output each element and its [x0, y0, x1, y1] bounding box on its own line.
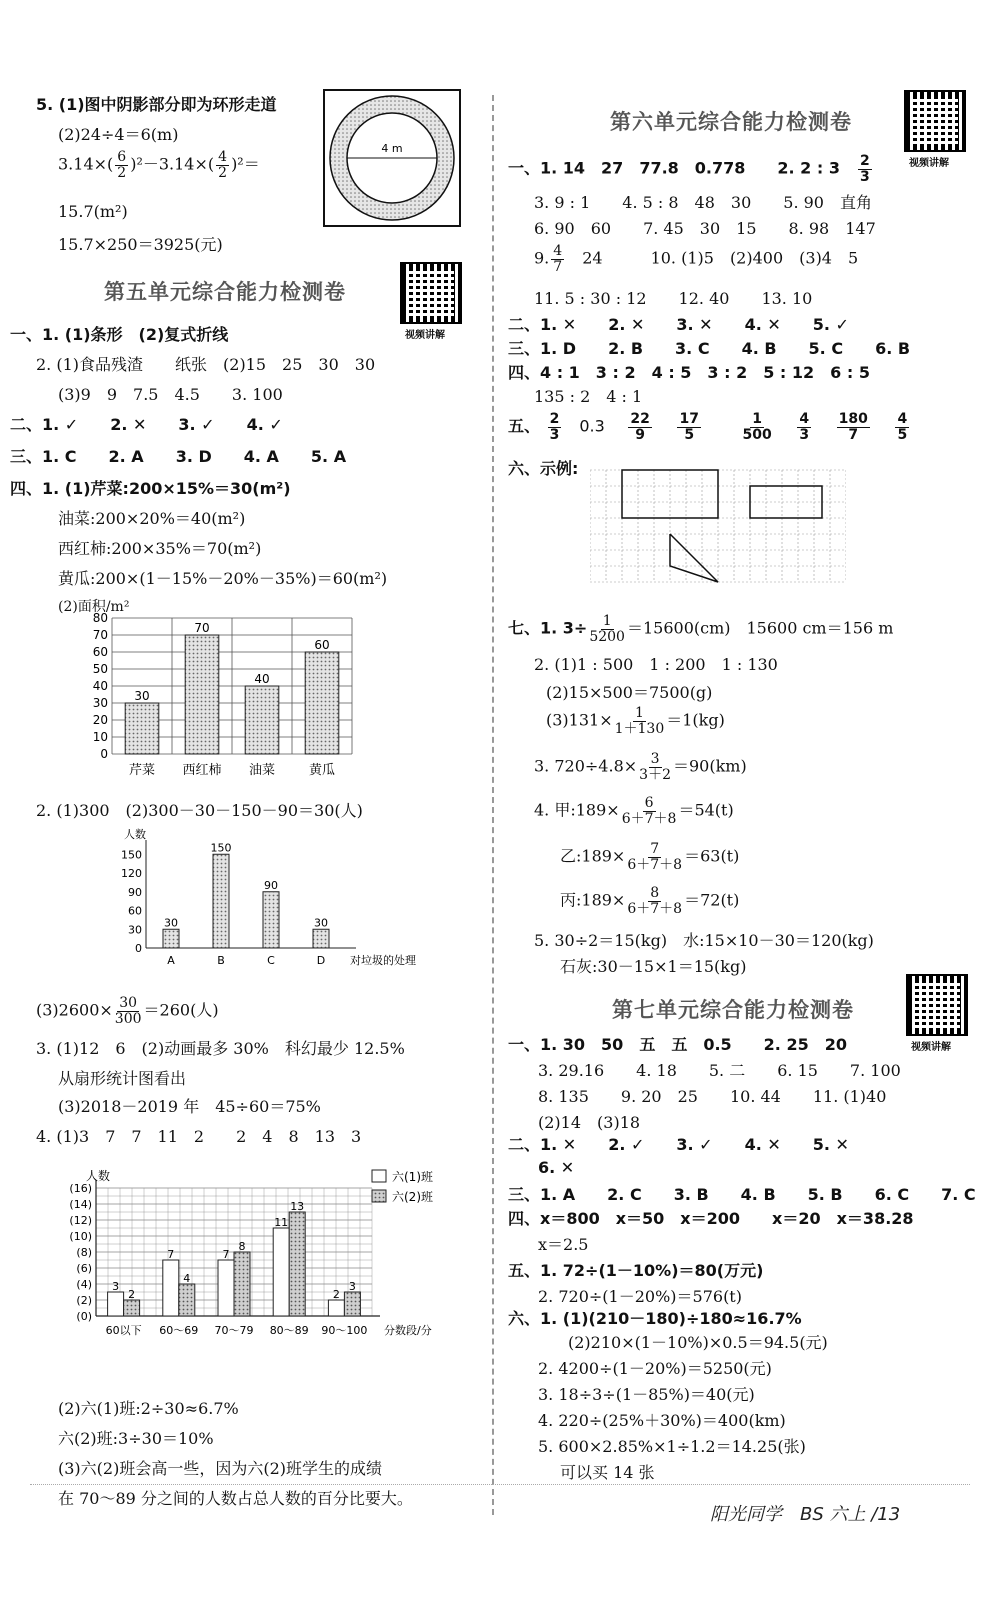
- u5-row7: 油菜:200×20%＝40(m²): [58, 509, 246, 528]
- legend-label: 六(1)班: [392, 1170, 433, 1184]
- x-tick-label: A: [167, 954, 175, 967]
- u5-row15: (3)2018－2019 年 45÷60＝75%: [58, 1097, 321, 1116]
- u6-row4: 9. $\frac{4}{7}$ 24 10. (1)5 (2)400 (3)4 5: [534, 243, 859, 275]
- x-tick-label: 60以下: [105, 1324, 142, 1337]
- data-label: 13: [290, 1200, 305, 1213]
- data-label: 3: [348, 1280, 356, 1293]
- column-divider: [492, 95, 494, 1515]
- y-tick-label: (14): [69, 1198, 92, 1211]
- y-tick-label: 20: [92, 713, 108, 727]
- u5-row11: 2. (1)300 (2)300－30－150－90＝30(人): [36, 801, 363, 820]
- u6-row20: 5. 30÷2＝15(kg) 水:15×10－30＝120(kg): [534, 931, 874, 950]
- legend-label: 六(2)班: [392, 1190, 433, 1204]
- bar: [163, 929, 179, 948]
- u7-row16: 4. 220÷(25%＋30%)＝400(km): [538, 1411, 786, 1430]
- u7-row15: 3. 18÷3÷(1－85%)＝40(元): [538, 1385, 755, 1404]
- q5-line5: 15.7×250＝3925(元): [58, 235, 223, 254]
- bar: [125, 703, 159, 754]
- data-label: 2: [128, 1288, 136, 1301]
- u6-row15: (3)131× $\frac{1}{1+130}$ ＝1(kg): [546, 705, 725, 737]
- u7-row18: 可以买 14 张: [560, 1463, 655, 1482]
- u7-row14: 2. 4200÷(1－20%)＝5250(元): [538, 1359, 772, 1378]
- data-label: 7: [167, 1248, 175, 1261]
- y-tick-label: (12): [69, 1214, 92, 1227]
- qr-code-icon[interactable]: [906, 974, 968, 1036]
- u5-row5: 三、1. C 2. A 3. D 4. A 5. A: [10, 447, 347, 466]
- x-axis-title: 分数段/分: [384, 1324, 432, 1337]
- u5-row16: 4. (1)3 7 7 11 2 2 4 8 13 3: [36, 1127, 362, 1146]
- x-tick-label: 油菜: [248, 763, 276, 778]
- bar-class2: [234, 1252, 250, 1316]
- x-tick-label: D: [316, 954, 326, 967]
- data-label: 3: [112, 1280, 120, 1293]
- data-label: 30: [164, 916, 178, 930]
- y-tick-label: (16): [69, 1182, 92, 1195]
- u7-row3: 8. 135 9. 20 25 10. 44 11. (1)40: [538, 1087, 887, 1106]
- x-tick-label: 90～100: [321, 1324, 368, 1337]
- u6-row10: 五、 $\frac{2}{3}$ 0.3 $\frac{22}{9}$ $\frac{17}{5}$ $\frac{1}{500}$ $\frac{4}{3}$ $\frac{180}{7}$ $\frac{4}{5}$: [508, 411, 908, 443]
- bar-class1: [328, 1300, 344, 1316]
- y-tick-label: 120: [121, 867, 142, 880]
- y-tick-label: 80: [92, 612, 108, 625]
- u6-row13: 2. (1)1 : 500 1 : 200 1 : 130: [534, 655, 778, 674]
- ring-label: 4 m: [381, 142, 403, 155]
- u7-row12: 六、1. (1)(210－180)÷180≈16.7%: [508, 1309, 802, 1328]
- grid-drawing: [590, 468, 846, 588]
- u5-row12: (3)2600× $\frac{30}{300}$ ＝260(人): [36, 995, 219, 1027]
- y-tick-label: 10: [92, 730, 108, 744]
- x-tick-label: C: [267, 954, 275, 967]
- bar-class1: [163, 1260, 179, 1316]
- y-tick-label: 40: [92, 679, 108, 693]
- y-tick-label: (6): [76, 1262, 92, 1275]
- unit7-title: 第七单元综合能力检测卷: [612, 998, 854, 1022]
- u5-row18: 六(2)班:3÷30＝10%: [58, 1429, 214, 1448]
- qr-code-icon[interactable]: [400, 262, 462, 324]
- u6-row6: 二、1. ✕ 2. ✕ 3. ✕ 4. ✕ 5. ✓: [508, 315, 849, 334]
- y-tick-label: 50: [92, 662, 108, 676]
- y-tick-label: 0: [135, 942, 142, 955]
- u7-row11: 2. 720÷(1－20%)＝576(t): [538, 1287, 742, 1306]
- y-tick-label: (8): [76, 1246, 92, 1259]
- bar: [213, 854, 229, 948]
- chart-planting-area: [60, 612, 370, 782]
- data-label: 150: [210, 841, 232, 855]
- bar: [305, 652, 339, 754]
- y-tick-label: 30: [128, 923, 142, 937]
- x-tick-label: 黄瓜: [308, 763, 336, 778]
- data-label: 30: [134, 689, 150, 703]
- data-label: 30: [314, 916, 328, 930]
- u6-row19: 丙:189× $\frac{8}{6+7+8}$ ＝72(t): [560, 885, 740, 917]
- u6-row16: 3. 720÷4.8× $\frac{3}{3+2}$ ＝90(km): [534, 751, 747, 783]
- qr-caption: 视频讲解: [911, 1042, 951, 1053]
- data-label: 90: [264, 878, 278, 892]
- u7-row4: (2)14 (3)18: [538, 1113, 641, 1132]
- u5-row17: (2)六(1)班:2÷30≈6.7%: [58, 1399, 239, 1418]
- q5-line2: (2)24÷4＝6(m): [58, 125, 179, 144]
- y-tick-label: (4): [76, 1278, 92, 1291]
- y-tick-label: 60: [92, 645, 108, 659]
- u7-row1: 一、1. 30 50 五 五 0.5 2. 25 20: [508, 1035, 847, 1054]
- y-tick-label: 90: [128, 885, 142, 899]
- bar-class2: [179, 1284, 195, 1316]
- u7-row9: x＝2.5: [538, 1235, 589, 1254]
- x-tick-label: B: [217, 954, 225, 967]
- unit6-title: 第六单元综合能力检测卷: [610, 110, 852, 134]
- u5-row13: 3. (1)12 6 (2)动画最多 30% 科幻最少 12.5%: [36, 1039, 405, 1058]
- chart1-ylabel: (2)面积/m²: [58, 599, 130, 615]
- chart-garbage-handling: [100, 826, 420, 972]
- ring-diagram: [322, 88, 462, 228]
- data-label: 7: [222, 1248, 230, 1261]
- x-tick-label: 80～89: [269, 1324, 309, 1337]
- u6-row9: 135 : 2 4 : 1: [534, 387, 643, 406]
- y-tick-label: 60: [128, 904, 142, 918]
- data-label: 4: [183, 1272, 191, 1285]
- bar-class2: [289, 1212, 305, 1316]
- u7-row2: 3. 29.16 4. 18 5. 二 6. 15 7. 100: [538, 1061, 901, 1080]
- u7-row8: 四、x＝800 x＝50 x＝200 x＝20 x＝38.28: [508, 1209, 914, 1228]
- bar-class1: [273, 1228, 289, 1316]
- u5-row6: 四、1. (1)芹菜:200×15%＝30(m²): [10, 479, 291, 498]
- legend-swatch: [372, 1170, 386, 1182]
- u6-row14: (2)15×500＝7500(g): [546, 683, 713, 702]
- data-label: 60: [314, 638, 330, 652]
- u5-row19: (3)六(2)班会高一些，因为六(2)班学生的成绩: [58, 1459, 382, 1478]
- y-tick-label: (2): [76, 1294, 92, 1307]
- y-tick-label: (10): [69, 1230, 92, 1243]
- bar: [263, 892, 279, 948]
- bar: [313, 929, 329, 948]
- u5-row2: 2. (1)食品残渣 纸张 (2)15 25 30 30: [36, 355, 376, 374]
- u5-row4: 二、1. ✓ 2. ✕ 3. ✓ 4. ✓: [10, 415, 283, 434]
- data-label: 2: [332, 1288, 340, 1301]
- u6-row2: 3. 9 : 1 4. 5 : 8 48 30 5. 90 直角: [534, 193, 872, 212]
- data-label: 70: [194, 621, 210, 635]
- data-label: 8: [238, 1240, 246, 1253]
- y-tick-label: (0): [76, 1310, 92, 1323]
- u7-row17: 5. 600×2.85%×1÷1.2＝14.25(张): [538, 1437, 806, 1456]
- u6-row17: 4. 甲:189× $\frac{6}{6+7+8}$ ＝54(t): [534, 795, 734, 827]
- chart-score-distribution: [50, 1164, 480, 1350]
- u7-row10: 五、1. 72÷(1－10%)＝80(万元): [508, 1261, 764, 1280]
- u6-row3: 6. 90 60 7. 45 30 15 8. 98 147: [534, 219, 876, 238]
- bar: [185, 635, 219, 754]
- bar-class2: [124, 1300, 140, 1316]
- u5-row20: 在 70～89 分之间的人数占总人数的百分比要大。: [58, 1489, 413, 1508]
- x-tick-label: 60～69: [159, 1324, 199, 1337]
- u6-row21: 石灰:30－15×1＝15(kg): [560, 957, 747, 976]
- legend-swatch: [372, 1190, 386, 1202]
- data-label: 40: [254, 672, 270, 686]
- y-tick-label: 30: [92, 696, 108, 710]
- q5-line1: 5. (1)图中阴影部分即为环形走道: [36, 95, 277, 114]
- u7-row13: (2)210×(1－10%)×0.5＝94.5(元): [568, 1333, 828, 1352]
- u5-row9: 黄瓜:200×(1－15%－20%－35%)＝60(m²): [58, 569, 388, 588]
- u5-row3: (3)9 9 7.5 4.5 3. 100: [58, 385, 283, 404]
- bar-class2: [344, 1292, 360, 1316]
- bar: [245, 686, 279, 754]
- u6-row12: 七、1. 3÷ $\frac{1}{5200}$ ＝15600(cm) 15600 cm＝156 m: [508, 613, 894, 645]
- u6-row11: 六、示例:: [508, 459, 579, 478]
- x-tick-label: 西红柿: [182, 763, 222, 778]
- qr-caption: 视频讲解: [909, 158, 949, 169]
- u6-row7: 三、1. D 2. B 3. C 4. B 5. C 6. B: [508, 339, 911, 358]
- u7-row6: 6. ✕: [538, 1158, 575, 1177]
- y-axis-title: 人数: [124, 828, 146, 841]
- q5-line4: 15.7(m²): [58, 202, 128, 221]
- q5-line3: 3.14×( $\frac{6}{2}$ )²－3.14×( $\frac{4}{2}$ )²＝: [58, 149, 260, 181]
- data-label: 11: [274, 1216, 289, 1229]
- u5-row8: 西红柿:200×35%＝70(m²): [58, 539, 262, 558]
- qr-caption: 视频讲解: [405, 330, 445, 341]
- x-axis-title: 对垃圾的处理: [350, 954, 416, 967]
- footer-label: 阳光同学 BS 六上 /13: [710, 1504, 901, 1525]
- u5-row14: 从扇形统计图看出: [58, 1069, 187, 1088]
- u6-row18: 乙:189× $\frac{7}{6+7+8}$ ＝63(t): [560, 841, 740, 873]
- y-axis-title: 人数: [86, 1169, 111, 1183]
- footer-rule: [30, 1484, 970, 1485]
- x-tick-label: 70～79: [214, 1324, 254, 1337]
- u6-row5: 11. 5 : 30 : 12 12. 40 13. 10: [534, 289, 813, 308]
- x-tick-label: 芹菜: [128, 763, 156, 778]
- qr-code-icon[interactable]: [904, 90, 966, 152]
- unit5-title: 第五单元综合能力检测卷: [104, 280, 346, 304]
- bar-class1: [218, 1260, 234, 1316]
- y-tick-label: 150: [121, 848, 142, 862]
- bar-class1: [108, 1292, 124, 1316]
- u7-row7: 三、1. A 2. C 3. B 4. B 5. B 6. C 7. C: [508, 1185, 976, 1204]
- u6-row8: 四、4 : 1 3 : 2 4 : 5 3 : 2 5 : 12 6 : 5: [508, 363, 870, 382]
- y-tick-label: 0: [100, 747, 108, 761]
- u6-row1: 一、1. 14 27 77.8 0.778 2. 2 : 3 $\frac{2}{3}$: [508, 153, 870, 185]
- y-tick-label: 70: [92, 628, 108, 642]
- u7-row5: 二、1. ✕ 2. ✓ 3. ✓ 4. ✕ 5. ✕: [508, 1135, 849, 1154]
- u5-row1: 一、1. (1)条形 (2)复式折线: [10, 325, 229, 344]
